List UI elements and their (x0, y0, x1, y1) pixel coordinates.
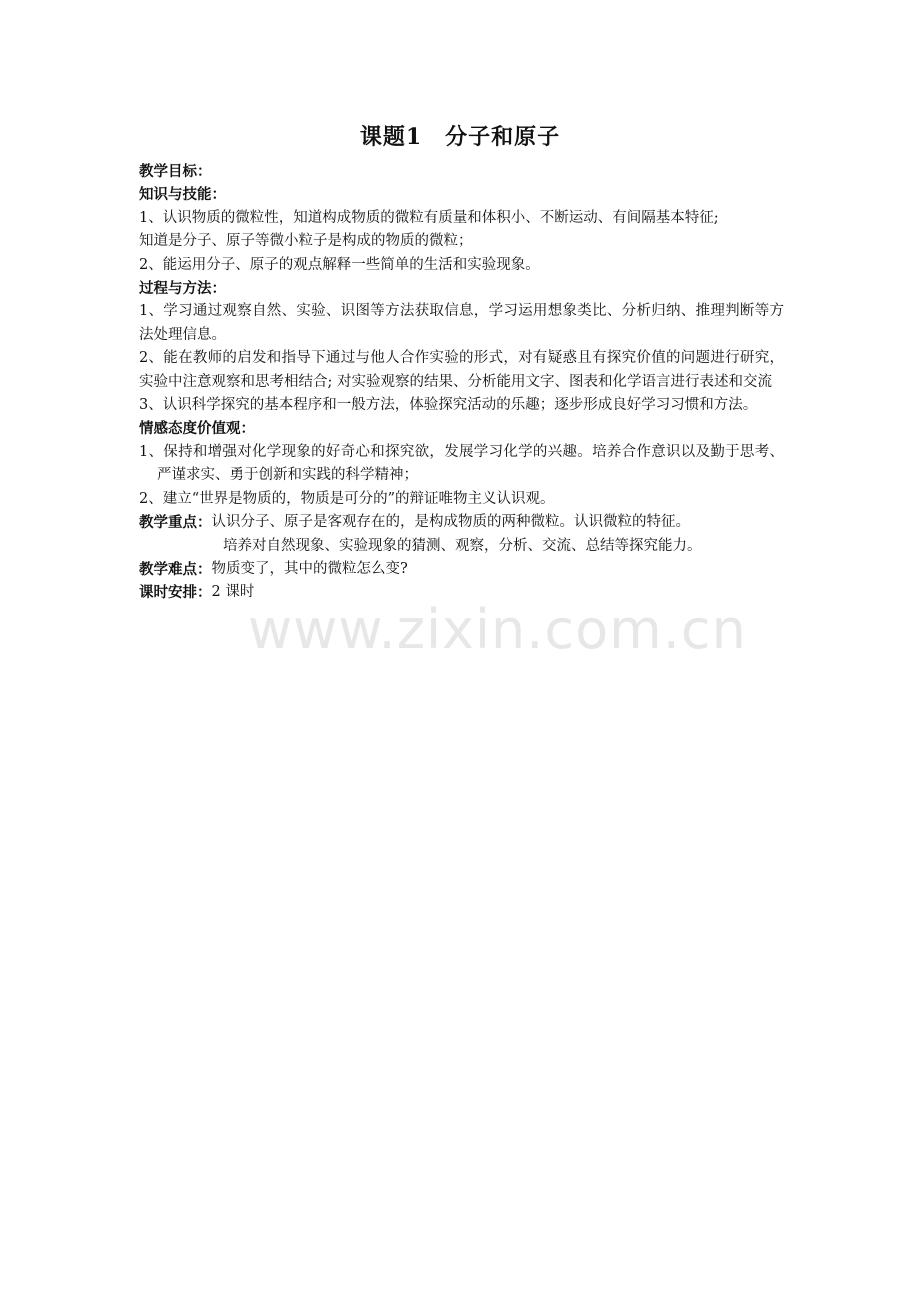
difficult-points-row (139, 558, 784, 581)
attitude-heading: 情感态度价值观： (139, 420, 255, 438)
key-points-row (139, 511, 784, 534)
process-item-3: 3、认识科学探究的基本程序和一般方法，体验探究活动的乐趣；逐步形成良好学习习惯和方法。 (139, 397, 758, 414)
process-item-1: 1、学习通过观察自然、实验、识图等方法获取信息，学习运用想象类比、分析归纳、推理判断等方法处理信息。 (139, 303, 784, 343)
difficult-points-text: 物质变了，其中的微粒怎么变? (211, 560, 408, 577)
schedule-text: 2 课时 (211, 584, 255, 601)
document-title: 课题1 分子和原子 (359, 124, 561, 150)
process-item-2: 2、能在教师的启发和指导下通过与他人合作实验的形式，对有疑惑且有探究价值的问题进行研究，实验中注意观察和思考相结合; 对实验观察的结果、分析能用文字、图表和化学语言进行表述和交流 (139, 350, 784, 390)
attitude-item-1: 1、保持和增强对化学现象的好奇心和探究欲，发展学习化学的兴趣。培养合作意识以及勤于思考、严谨求实、勇于创新和实践的科学精神； (139, 443, 784, 484)
attitude-item-2: 2、建立“世界是物质的，物质是可分的”的辩证唯物主义认识观。 (139, 490, 555, 507)
key-points-line-2: 培养对自然现象、实验现象的猜测、观察，分析、交流、总结等探究能力。 (223, 537, 702, 554)
knowledge-item-2: 2、能运用分子、原子的观点解释一些简单的生活和实验现象。 (139, 256, 540, 273)
key-points-label: 教学重点： (139, 514, 212, 532)
objectives-heading: 教学目标： (139, 163, 212, 180)
document-body (139, 160, 784, 605)
process-heading: 过程与方法： (139, 280, 226, 298)
watermark-text: www.zixin.com.cn (248, 598, 747, 661)
difficult-points-label: 教学难点： (139, 560, 212, 578)
key-points-line-1: 认识分子、原子是客观存在的，是构成物质的两种微粒。认识微粒的特征。 (211, 514, 690, 531)
schedule-label: 课时安排： (139, 584, 212, 602)
knowledge-item-1-line-2: 知道是分子、原子等微小粒子是构成的物质的微粒； (139, 233, 473, 250)
knowledge-heading: 知识与技能： (139, 186, 226, 204)
knowledge-item-1-line-1: 1、认识物质的微粒性，知道构成物质的微粒有质量和体积小、不断运动、有间隔基本特征; (139, 209, 719, 226)
